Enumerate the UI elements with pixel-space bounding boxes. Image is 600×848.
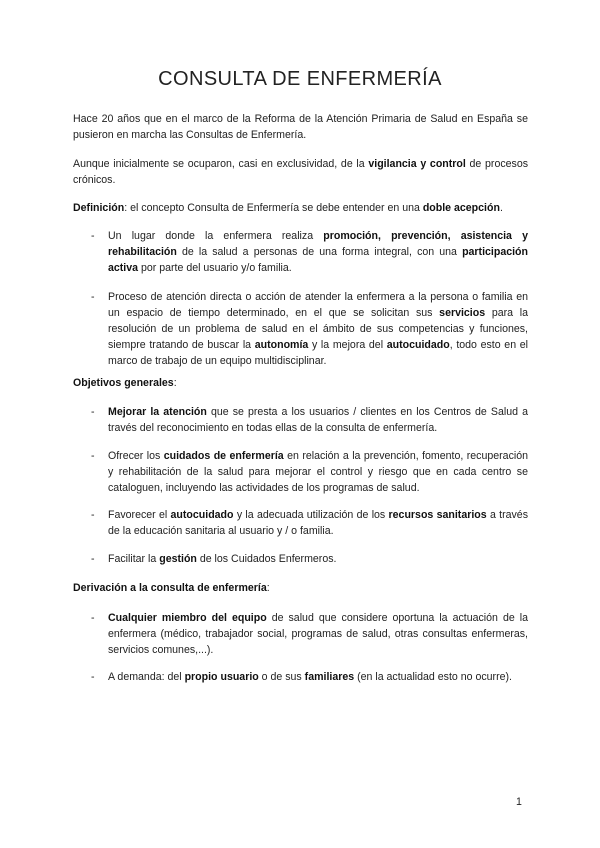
text-span: Un lugar donde la enfermera realiza [108,230,324,242]
section-heading: Objetivos generales [73,377,174,389]
text-span: o de sus [258,671,305,683]
list-dash: - [91,671,95,683]
text-span: : [173,377,177,389]
text-span: de salud que considere oportuna la actuación de la enfermera (médico, trabajador social, programas de salud, otras consultas enfermeras, servicios comunes,...). [108,612,529,656]
text-span: de la salud a personas de una forma integral, con una [176,246,463,258]
text-span: Favorecer el [108,509,171,521]
definition-label: Definición [73,202,125,214]
list-dash: - [91,230,95,242]
text-span: y la mejora del [308,339,387,351]
list-item [91,448,528,496]
bold-span: Cualquier miembro del equipo [108,612,267,624]
text-span: por parte del usuario y/o familia. [138,262,292,274]
list-dash: - [91,291,95,303]
text-span: de procesos crónicos. [73,158,529,186]
text-span: Proceso de atención directa o acción de atender la enfermera a la persona o familia en un espacio de tiempo determinado, en el que se solicitan sus [108,291,528,319]
text-span: , todo esto en el marco de trabajo de un equipo multidisciplinar. [108,339,529,367]
text-span: : [266,582,270,594]
bold-span: familiares [304,671,355,683]
objectives-heading [73,375,528,391]
list-item [91,669,528,685]
derivation-heading [73,580,528,596]
bold-span: autocuidado [386,339,450,351]
bold-span: recursos sanitarios [388,509,487,521]
list-item [91,551,528,567]
text-span: en relación a la prevención, fomento, recuperación y rehabilitación de la salud para mejorar el control y riesgo que en cada centro se cataloguen, incluyendo las actividades de los programas de salud. [108,450,528,494]
list-dash: - [91,553,95,565]
text-span: : el concepto Consulta de Enfermería se debe entender en una [124,202,423,214]
list-item [91,610,528,658]
bold-span: Mejorar la atención [108,406,207,418]
text-span: Aunque inicialmente se ocuparon, casi en exclusividad, de la [73,158,369,170]
bold-span: participación activa [108,246,528,274]
intro-paragraph: Hace 20 años que en el marco de la Reforma de la Atención Primaria de Salud en España se pusieron en marcha las Consultas de Enfermería. [73,113,528,141]
page-title: CONSULTA DE ENFERMERÍA [158,68,442,90]
text-span: que se presta a los usuarios / clientes en los Centros de Salud a través del reconocimiento en todas ellas de la consulta de enfermería. [108,406,528,434]
list-item [91,507,528,539]
definition-paragraph [73,200,528,216]
section-heading: Derivación a la consulta de enfermería [73,582,267,594]
page-number: 1 [516,796,522,808]
bold-span: gestión [159,553,197,565]
bold-span: autocuidado [170,509,234,521]
bold-span: propio usuario [184,671,259,683]
bold-span: promoción, prevención, asistencia y rehabilitación [108,230,528,258]
bold-span: servicios [439,307,486,319]
list-item [91,228,528,276]
list-dash: - [91,450,95,462]
list-item [91,289,528,369]
list-item [91,404,528,436]
text-span: . [499,202,503,214]
bold-span: vigilancia y control [368,158,466,170]
text-span: y la adecuada utilización de los [233,509,389,521]
text-span: Ofrecer los [108,450,164,462]
text-span: (en la actualidad esto no ocurre). [354,671,512,683]
bold-span: doble acepción [422,202,500,214]
text-span: de los Cuidados Enfermeros. [196,553,337,565]
list-dash: - [91,406,95,418]
text-span: Facilitar la [108,553,160,565]
list-dash: - [91,612,95,624]
text-span: a través de la educación sanitaria al usuario y / o familia. [108,509,528,537]
text-span: para la resolución de un problema de salud en el ámbito de sus competencias y funciones, siempre tratando de buscar la [108,307,528,351]
intro-paragraph-2 [73,156,528,188]
text-span: A demanda: del [108,671,185,683]
bold-span: cuidados de enfermería [163,450,284,462]
list-dash: - [91,509,95,521]
bold-span: autonomía [254,339,309,351]
